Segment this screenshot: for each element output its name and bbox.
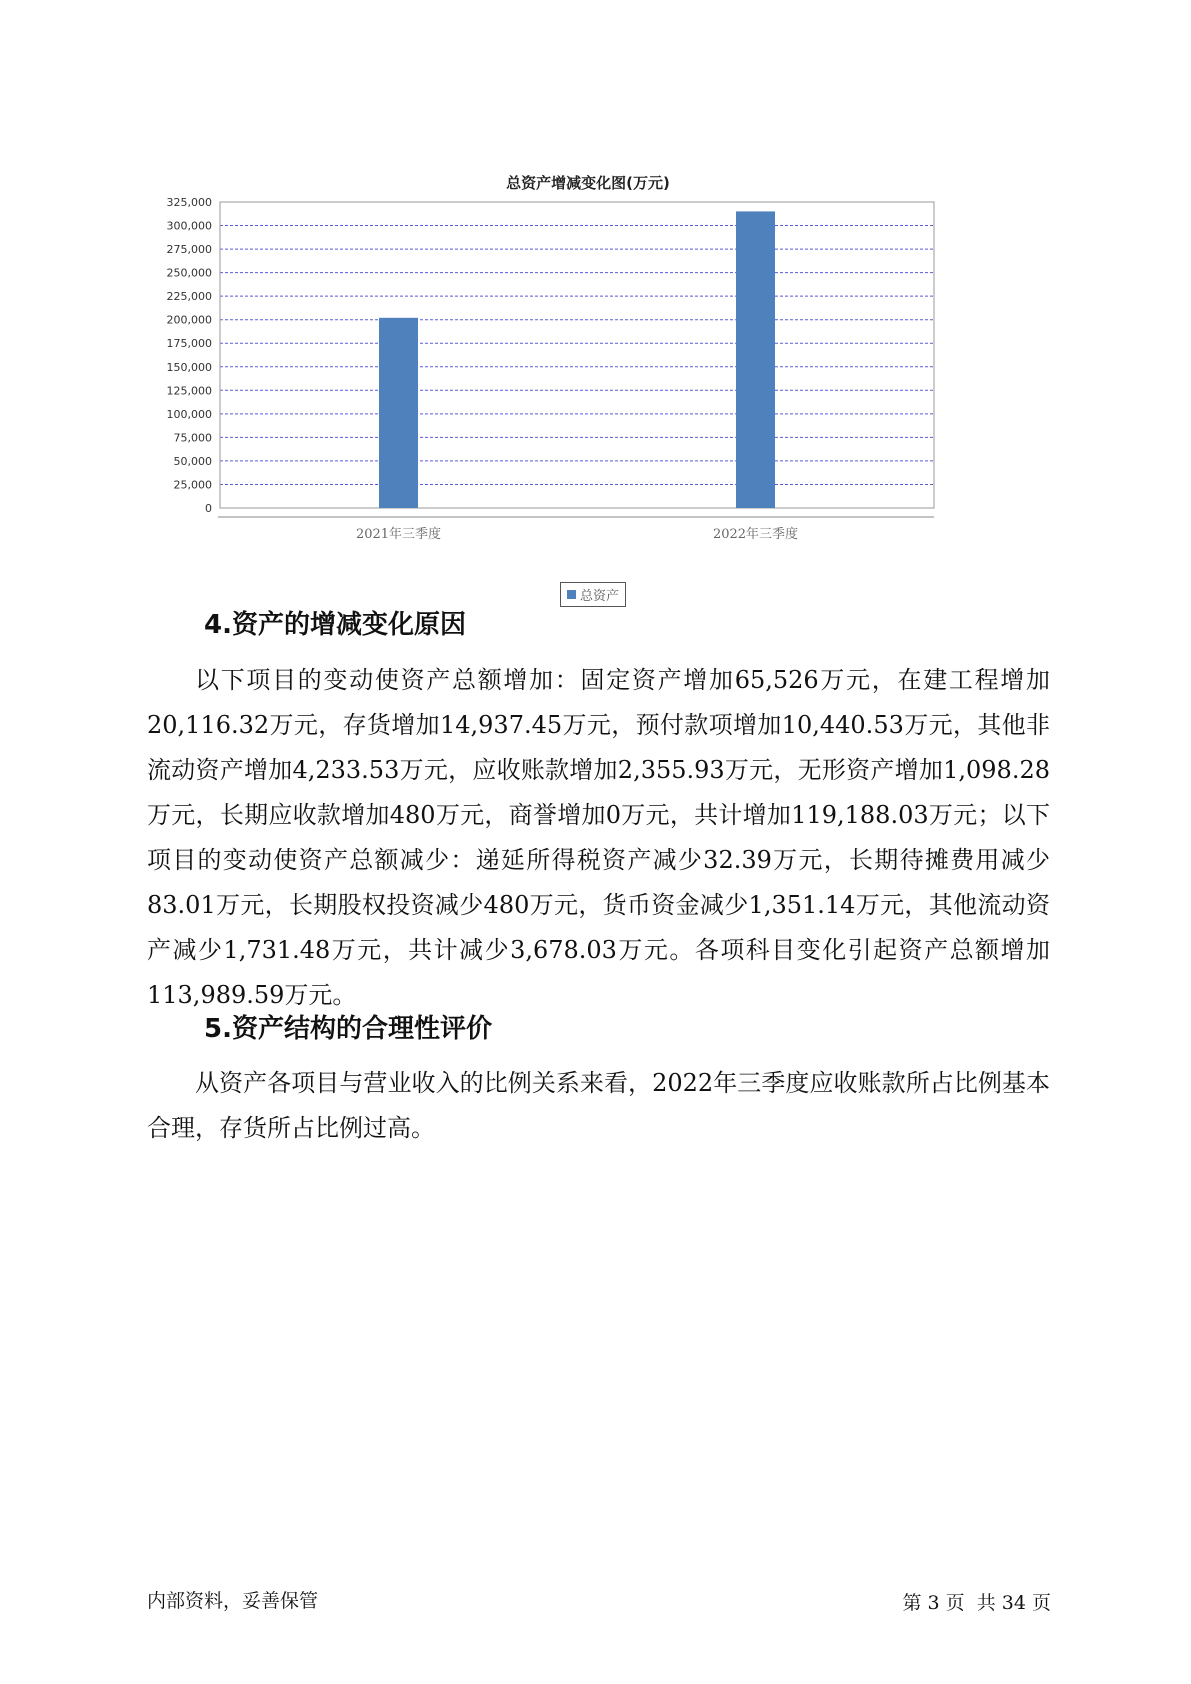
y-tick-label: 275,000 <box>166 243 212 257</box>
chart-title: 总资产增减变化图(万元) <box>506 174 670 192</box>
section-4-paragraph: 以下项目的变动使资产总额增加：固定资产增加65,526万元，在建工程增加20,116.32万元，存货增加14,937.45万元，预付款项增加10,440.53万元，其他非流动资产增加4,233.53万元，应收账款增加2,355.93万元，无形资产增加1,098.28万元，长期应收款增加480万元，商誉增加0万元，共计增加119,188.03万元；以下项目的变动使资产总额减少：递延所得税资产减少32.39万元，长期待摊费用减少83.01万元，长期股权投资减少480万元，货币资金减少1,351.14万元，其他流动资产减少1,731.48万元，共计减少3,678.03万元。各项科目变化引起资产总额增加113,989.59万元。 <box>147 666 1050 1009</box>
y-tick-label: 325,000 <box>166 196 212 209</box>
bar-chart <box>148 196 1028 546</box>
bar <box>736 211 775 508</box>
y-tick-label: 125,000 <box>166 384 212 398</box>
section-5-paragraph: 从资产各项目与营业收入的比例关系来看，2022年三季度应收账款所占比例基本合理，存货所占比例过高。 <box>147 1069 1050 1142</box>
footer-page-number: 第 3 页 共 34 页 <box>902 1592 1051 1614</box>
y-tick-label: 150,000 <box>166 360 212 374</box>
x-tick-label: 2022年三季度 <box>712 527 799 542</box>
legend-label: 总资产 <box>580 589 620 604</box>
y-tick-label: 200,000 <box>166 313 212 327</box>
y-tick-label: 0 <box>205 502 212 515</box>
bar <box>379 318 418 508</box>
legend-swatch <box>567 590 576 599</box>
y-tick-label: 50,000 <box>173 454 212 468</box>
y-tick-label: 100,000 <box>166 407 212 421</box>
y-tick-label: 225,000 <box>166 290 212 304</box>
y-tick-label: 75,000 <box>173 431 212 445</box>
footer-confidential-note: 内部资料，妥善保管 <box>147 1590 319 1612</box>
chart-legend <box>560 582 626 607</box>
section-5-heading: 5.资产结构的合理性评价 <box>204 1014 492 1044</box>
y-tick-label: 250,000 <box>166 266 212 280</box>
y-tick-label: 300,000 <box>166 219 212 233</box>
x-tick-label: 2021年三季度 <box>355 527 442 542</box>
section-4-heading: 4.资产的增减变化原因 <box>204 610 466 640</box>
plot-frame <box>220 202 934 508</box>
y-tick-label: 25,000 <box>173 478 212 492</box>
y-tick-label: 175,000 <box>166 337 212 351</box>
